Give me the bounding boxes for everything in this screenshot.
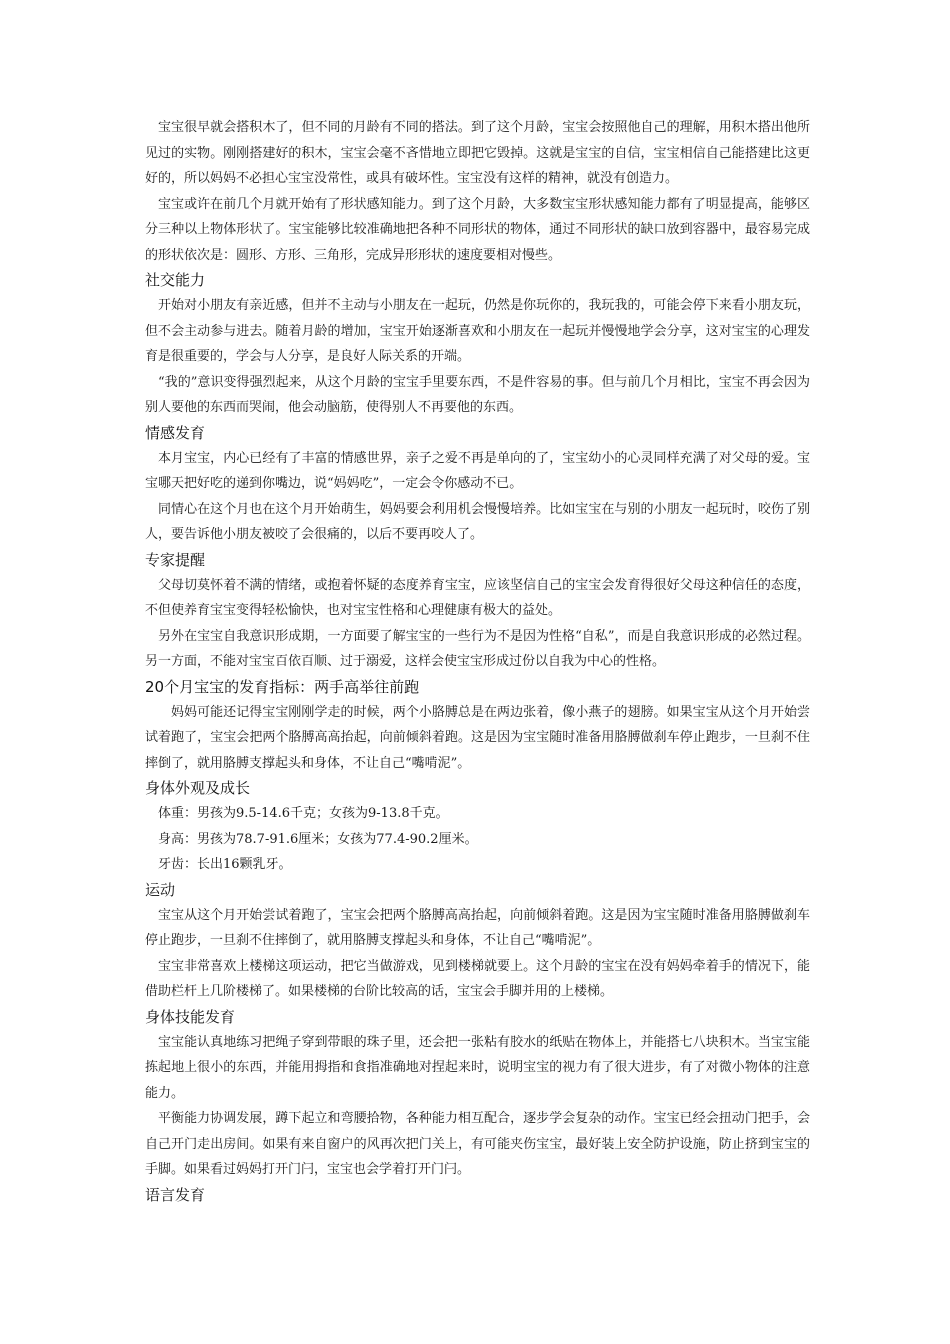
paragraph-expert-1: 父母切莫怀着不满的情绪，或抱着怀疑的态度养育宝宝，应该坚信自己的宝宝会发育得很好父母这种信任的态度，不但使养育宝宝变得轻松愉快，也对宝宝性格和心理健康有极大的益处。 — [145, 577, 810, 618]
paragraph-teeth: 牙齿：长出16颗乳牙。 — [158, 857, 292, 872]
heading-emotion: 情感发育 — [145, 423, 206, 442]
paragraph-emotion-1: 本月宝宝，内心已经有了丰富的情感世界，亲子之爱不再是单向的了，宝宝幼小的心灵同样充满了对父母的爱。宝宝哪天把好吃的递到你嘴边，说“妈妈吃”，一定会令你感动不已。 — [145, 450, 810, 491]
heading-20-months: 20个月宝宝的发育指标：两手高举往前跑 — [145, 677, 420, 696]
paragraph-skills-1: 宝宝能认真地练习把绳子穿到带眼的珠子里，还会把一张粘有胶水的纸贴在物体上，并能搭七八块积木。当宝宝能拣起地上很小的东西，并能用拇指和食指准确地对捏起来时，说明宝宝的视力有了很大进步，有了对微小物体的注意能力。 — [145, 1034, 810, 1101]
heading-motion: 运动 — [145, 880, 176, 899]
heading-skills: 身体技能发育 — [145, 1007, 236, 1026]
document-page — [145, 115, 810, 1208]
heading-social: 社交能力 — [145, 271, 206, 289]
heading-language: 语言发育 — [145, 1185, 206, 1204]
paragraph-motion-2: 宝宝非常喜欢上楼梯这项运动，把它当做游戏，见到楼梯就要上。这个月龄的宝宝在没有妈妈牵着手的情况下，能借助栏杆上几阶楼梯了。如果楼梯的台阶比较高的话，宝宝会手脚并用的上楼梯。 — [145, 958, 810, 999]
paragraph-expert-2: 另外在宝宝自我意识形成期，一方面要了解宝宝的一些行为不是因为性格“自私”，而是自我意识形成的必然过程。另一方面，不能对宝宝百依百顺、过于溺爱，这样会使宝宝形成过份以自我为中心的性格。 — [145, 628, 810, 669]
paragraph-height: 身高：男孩为78.7-91.6厘米；女孩为77.4-90.2厘米。 — [158, 831, 478, 847]
paragraph-emotion-2: 同情心在这个月也在这个月开始萌生，妈妈要会利用机会慢慢培养。比如宝宝在与别的小朋友一起玩时，咬伤了别人，要告诉他小朋友被咬了会很痛的，以后不要再咬人了。 — [145, 501, 810, 542]
paragraph-social-1: 开始对小朋友有亲近感，但并不主动与小朋友在一起玩，仍然是你玩你的，我玩我的，可能会停下来看小朋友玩，但不会主动参与进去。随着月龄的增加，宝宝开始逐渐喜欢和小朋友在一起玩并慢慢地学会分享，这对宝宝的心理发育是很重要的，学会与人分享，是良好人际关系的开端。 — [145, 298, 810, 364]
paragraph-blocks: 宝宝很早就会搭积木了，但不同的月龄有不同的搭法。到了这个月龄，宝宝会按照他自己的理解，用积木搭出他所见过的实物。刚刚搭建好的积木，宝宝会毫不吝惜地立即把它毁掉。这就是宝宝的自信，宝宝相信自己能搭建比这更好的，所以妈妈不必担心宝宝没常性，或具有破坏性。宝宝没有这样的精神，就没有创造力。 — [145, 120, 810, 186]
paragraph-social-2: “我的”意识变得强烈起来，从这个月龄的宝宝手里要东西，不是件容易的事。但与前几个月相比，宝宝不再会因为别人要他的东西而哭闹，他会动脑筋，使得别人不再要他的东西。 — [145, 374, 810, 415]
paragraph-shape-sense: 宝宝或许在前几个月就开始有了形状感知能力。到了这个月龄，大多数宝宝形状感知能力都有了明显提高，能够区分三种以上物体形状了。宝宝能够比较准确地把各种不同形状的物体，通过不同形状的缺口放到容器中，最容易完成的形状依次是：圆形、方形、三角形，完成异形形状的速度要相对慢些。 — [145, 196, 810, 263]
heading-expert: 专家提醒 — [145, 550, 206, 569]
paragraph-weight: 体重：男孩为9.5-14.6千克；女孩为9-13.8千克。 — [158, 806, 449, 821]
paragraph-skills-2: 平衡能力协调发展，蹲下起立和弯腰拾物，各种能力相互配合，逐步学会复杂的动作。宝宝已经会扭动门把手，会自己开门走出房间。如果有来自窗户的风再次把门关上，有可能夹伤宝宝，最好装上安全防护设施，防止挤到宝宝的手脚。如果看过妈妈打开门闩，宝宝也会学着打开门闩。 — [145, 1111, 810, 1177]
paragraph-motion-1: 宝宝从这个月开始尝试着跑了，宝宝会把两个胳膊高高抬起，向前倾斜着跑。这是因为宝宝随时准备用胳膊做刹车停止跑步，一旦刹不住摔倒了，就用胳膊支撑起头和身体，不让自己“嘴啃泥”。 — [145, 907, 810, 948]
heading-body-growth: 身体外观及成长 — [145, 779, 251, 797]
paragraph-20-months: 妈妈可能还记得宝宝刚刚学走的时候，两个小胳膊总是在两边张着，像小燕子的翅膀。如果宝宝从这个月开始尝试着跑了，宝宝会把两个胳膊高高抬起，向前倾斜着跑。这是因为宝宝随时准备用胳膊做刹车停止跑步，一旦刹不住摔倒了，就用胳膊支撑起头和身体，不让自己“嘴啃泥”。 — [145, 704, 810, 771]
